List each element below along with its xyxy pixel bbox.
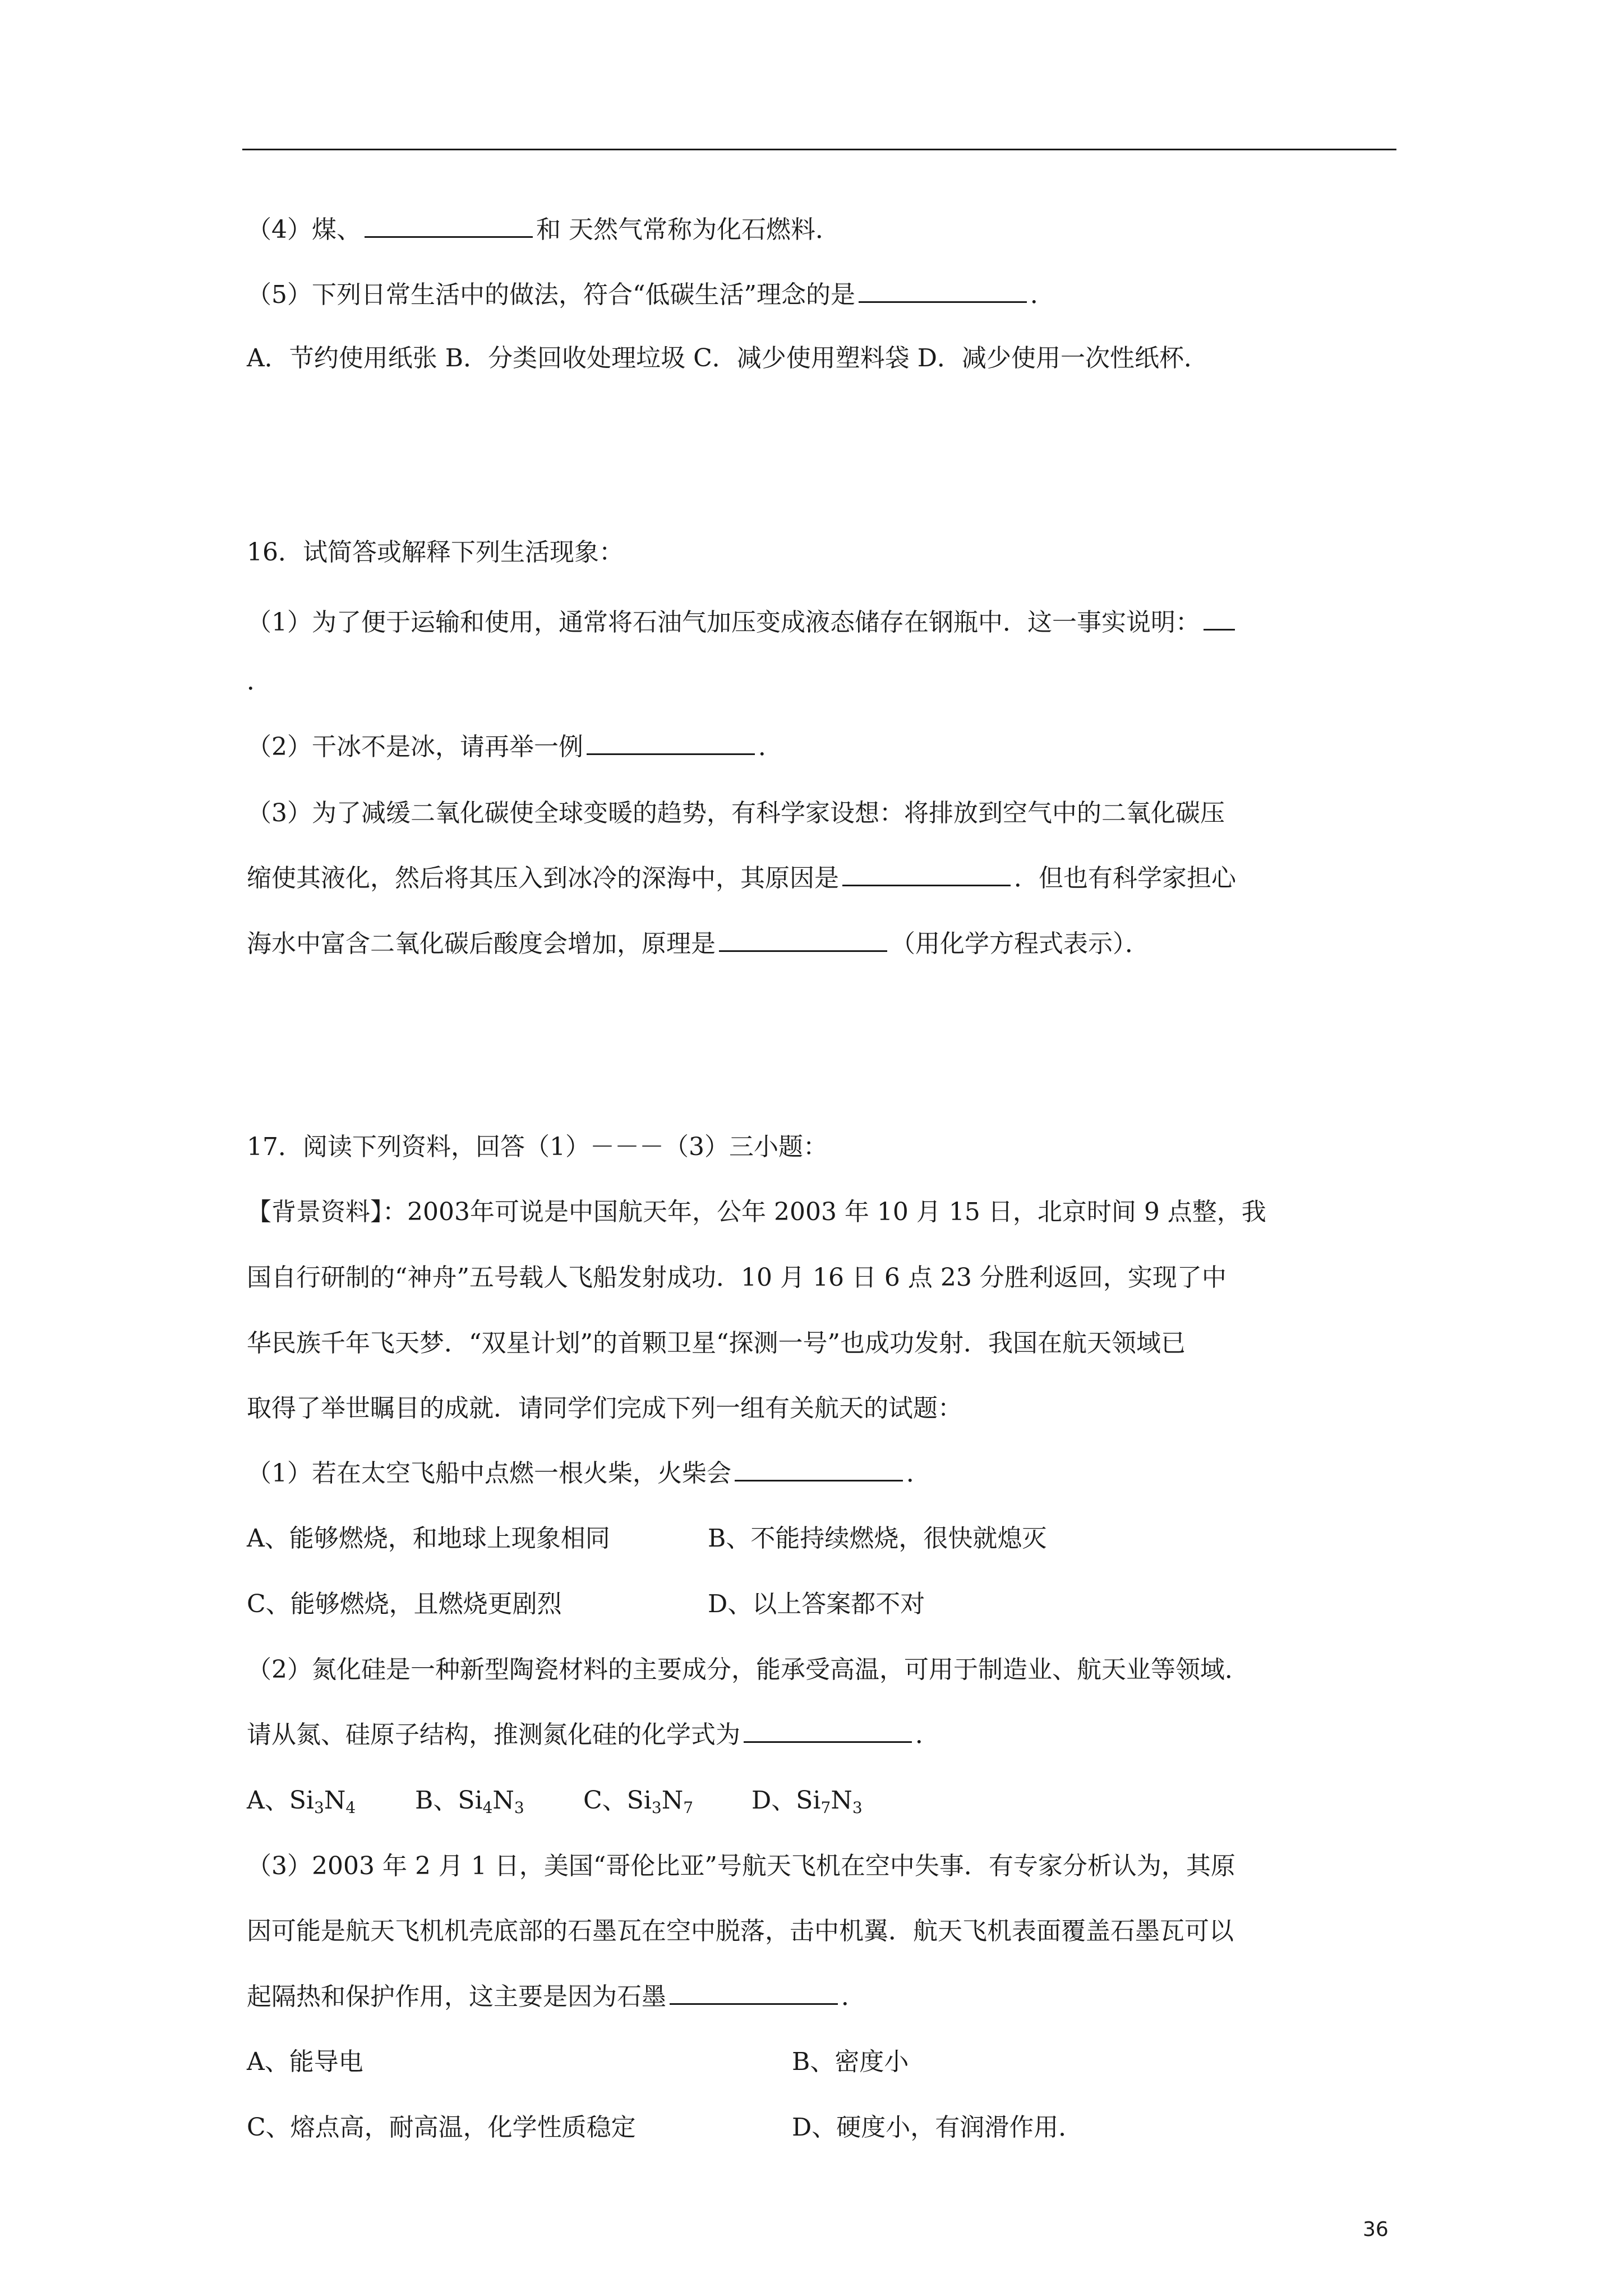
q15-options: A．节约使用纸张 B．分类回收处理垃圾 C．减少使用塑料袋 D．减少使用一次性纸杯． [247, 344, 1209, 372]
q17-p3-option-a: A、能导电 [247, 2047, 363, 2076]
q17-background-line: 华民族千年飞天梦．“双星计划”的首颗卫星“探测一号”也成功发射．我国在航天领域已 [247, 1329, 1186, 1358]
q17-p2-option-d: D、$Si_7N_3$ [751, 1786, 863, 1817]
q17-part2-line1: （2）氮化硅是一种新型陶瓷材料的主要成分，能承受高温，可用于制造业、航天业等领域． [247, 1655, 1249, 1684]
q16-title: 16．试简答或解释下列生活现象： [247, 538, 624, 567]
q17-part3-line3: 起隔热和保护作用，这主要是因为石墨 ． [247, 1980, 866, 2014]
answer-blank[interactable] [365, 214, 533, 238]
q17-p1-option-c: C、能够燃烧，且燃烧更剧烈 [247, 1590, 562, 1618]
q17-part2-line2: 请从氮、硅原子结构，推测氮化硅的化学式为 ． [247, 1718, 940, 1752]
q17-part1: （1）若在太空飞船中点燃一根火柴，火柴会 ． [247, 1457, 931, 1490]
q16-part3-line1: （3）为了减缓二氧化碳使全球变暖的趋势，有科学家设想：将排放到空气中的二氧化碳压 [247, 799, 1225, 827]
q17-p1-option-d: D、以上答案都不对 [708, 1590, 925, 1618]
answer-blank[interactable] [719, 928, 887, 952]
q17-p3-option-c: C、熔点高，耐高温，化学性质稳定 [247, 2113, 636, 2142]
answer-blank[interactable] [670, 1981, 838, 2005]
q17-p3-option-d: D、硬度小，有润滑作用． [792, 2113, 1083, 2142]
q17-background-line: 国自行研制的“神舟”五号载人飞船发射成功．10 月 16 日 6 点 23 分胜利返回，实现了中 [247, 1263, 1227, 1292]
q17-part3-line1: （3）2003 年 2 月 1 日，美国“哥伦比亚”号航天飞机在空中失事．有专家分析认为，其原 [247, 1852, 1235, 1880]
answer-blank[interactable] [744, 1719, 912, 1743]
answer-blank[interactable] [1204, 606, 1235, 631]
header-rule [242, 149, 1396, 150]
q17-p3-option-b: B、密度小 [792, 2047, 909, 2076]
q17-p1-option-a: A、能够燃烧，和地球上现象相同 [247, 1524, 610, 1553]
q16-part3-line2: 缩使其液化，然后将其压入到冰冷的深海中，其原因是 ．但也有科学家担心 [247, 862, 1236, 895]
q15-part5: （5）下列日常生活中的做法，符合“低碳生活”理念的是 ． [247, 278, 1055, 312]
q16-part2: （2）干冰不是冰，请再举一例 ． [247, 730, 783, 764]
q17-part3-line2: 因可能是航天飞机机壳底部的石墨瓦在空中脱落，击中机翼．航天飞机表面覆盖石墨瓦可以 [247, 1917, 1234, 1945]
q17-background-line: 取得了举世瞩目的成就．请同学们完成下列一组有关航天的试题： [247, 1394, 962, 1423]
q16-part1: （1）为了便于运输和使用，通常将石油气加压变成液态储存在钢瓶中．这一事实说明： [247, 606, 1238, 639]
answer-blank[interactable] [735, 1457, 903, 1481]
answer-blank[interactable] [842, 862, 1011, 886]
q17-p2-option-c: C、$Si_3N_7$ [583, 1786, 694, 1817]
answer-blank[interactable] [859, 279, 1027, 303]
q17-title: 17．阅读下列资料，回答（1）－－－（3）三小题： [247, 1133, 828, 1161]
answer-blank[interactable] [587, 731, 755, 755]
q17-p2-option-a: A、$Si_3N_4$ [247, 1786, 356, 1817]
q17-background-line: 【背景资料】：2003年可说是中国航天年，公年 2003 年 10 月 15 日，北京时间 9 点整，我 [247, 1198, 1266, 1226]
page-number: 36 [1363, 2218, 1389, 2241]
q15-part4: （4）煤、 和 天然气常称为化石燃料． [247, 213, 840, 247]
q16-part3-line3: 海水中富含二氧化碳后酸度会增加，原理是 （用化学方程式表示）． [247, 927, 1150, 961]
q17-p1-option-b: B、不能持续燃烧，很快就熄灭 [708, 1524, 1047, 1553]
q16-part1-end: ． [247, 667, 271, 696]
q17-p2-option-b: B、$Si_4N_3$ [415, 1786, 524, 1817]
